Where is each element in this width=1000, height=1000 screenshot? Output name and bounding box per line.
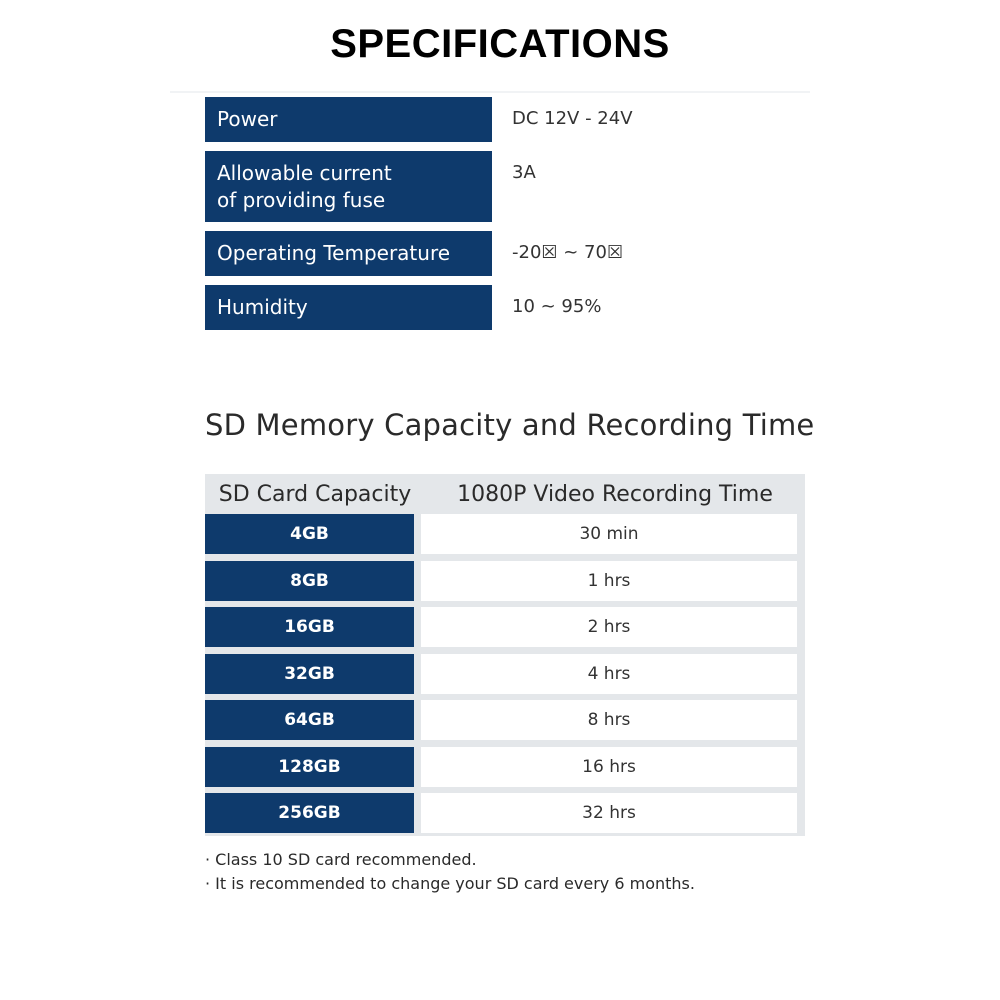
time-cell: 30 min [421,514,797,554]
sd-table-header [205,474,805,514]
spec-value: DC 12V - 24V [512,108,633,129]
table-row [205,700,805,740]
page-title: SPECIFICATIONS [330,22,670,66]
sd-section-title: SD Memory Capacity and Recording Time [205,408,815,442]
spec-row-humidity [205,285,805,330]
notes [205,848,695,896]
spec-label: Humidity [205,285,492,330]
capacity-cell: 16GB [205,607,414,647]
capacity-cell: 32GB [205,654,414,694]
spec-row-power [205,97,805,142]
column-header-capacity: SD Card Capacity [218,481,412,507]
note-item: · It is recommended to change your SD card every 6 months. [205,874,695,893]
capacity-cell: 256GB [205,793,414,833]
time-cell: 8 hrs [421,700,797,740]
capacity-cell: 64GB [205,700,414,740]
spec-label: Operating Temperature [205,231,492,276]
sd-capacity-table [205,474,805,836]
time-cell: 2 hrs [421,607,797,647]
column-header-recording-time: 1080P Video Recording Time [457,481,773,507]
spec-label: Power [205,97,492,142]
time-cell: 1 hrs [421,561,797,601]
time-cell: 32 hrs [421,793,797,833]
capacity-cell: 4GB [205,514,414,554]
note-item: · Class 10 SD card recommended. [205,850,477,869]
specifications-table [205,97,805,339]
capacity-cell: 8GB [205,561,414,601]
spec-value: 3A [512,162,536,183]
spec-row-temperature [205,231,805,276]
time-cell: 4 hrs [421,654,797,694]
table-row [205,561,805,601]
spec-label: Allowable current of providing fuse [205,151,492,222]
table-row [205,514,805,554]
spec-value: 10 ~ 95% [512,296,602,317]
sd-table-body [205,514,805,840]
table-row [205,747,805,787]
table-row [205,793,805,833]
table-row [205,654,805,694]
spec-row-current [205,151,805,222]
time-cell: 16 hrs [421,747,797,787]
table-row [205,607,805,647]
divider-line [170,91,810,93]
spec-value: -20☒ ~ 70☒ [512,242,624,263]
capacity-cell: 128GB [205,747,414,787]
